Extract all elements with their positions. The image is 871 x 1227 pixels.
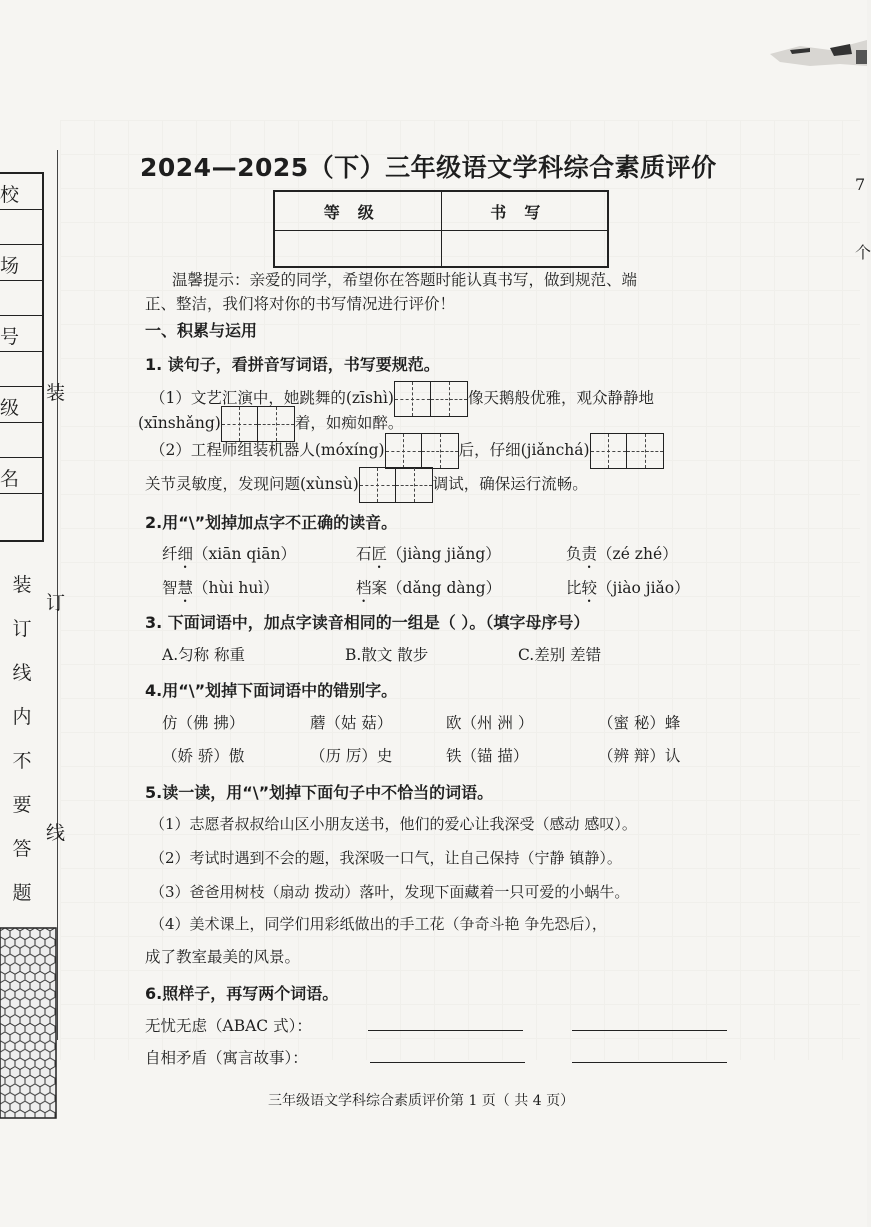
corner-scrap-image <box>770 40 867 80</box>
q5-sentence[interactable]: （4）美术课上，同学们用彩纸做出的手工花（争奇斗艳 争先恐后）， <box>150 915 607 933</box>
q4-item[interactable]: 仿（佛 拂） <box>162 714 245 732</box>
student-cell: 校 <box>0 174 42 210</box>
no-answer-warning: 装 订 线 内 不 要 答 题 <box>12 574 32 904</box>
q4-item[interactable]: （历 厉）史 <box>310 747 393 765</box>
student-cell: 级 <box>0 387 42 423</box>
q5-sentence[interactable]: （1）志愿者叔叔给山区小朋友送书，他们的爱心让我深受（感动 感叹）。 <box>150 815 637 833</box>
grade-cell[interactable] <box>274 231 441 268</box>
student-info-box <box>0 172 44 542</box>
answer-blank[interactable] <box>370 1062 525 1063</box>
page-title: 2024—2025（下）三年级语文学科综合素质评价 <box>140 153 717 182</box>
student-blank-cell[interactable] <box>0 352 42 388</box>
q2-item: 负责（zé zhé） <box>566 545 678 563</box>
student-cell: 号 <box>0 316 42 352</box>
q4-item[interactable]: （娇 骄）傲 <box>162 747 245 765</box>
q6-example-2: 自相矛盾（寓言故事）： <box>145 1049 308 1067</box>
notice-line-2: 正、整洁，我们将对你的书写情况进行评价！ <box>145 295 456 313</box>
q4-title: 4.用“\”划掉下面词语中的错别字。 <box>145 681 398 700</box>
student-blank-cell[interactable] <box>0 423 42 459</box>
q2-item: 纤细（xiān qiān） <box>162 545 296 563</box>
q4-item[interactable]: （蜜 秘）蜂 <box>598 714 681 732</box>
q6-title: 6.照样子，再写两个词语。 <box>145 984 339 1003</box>
q1-sentence-2: （2）工程师组装机器人(móxíng) 后，仔细(jiǎnchá) <box>150 432 664 469</box>
hex-pattern-decoration <box>0 928 56 1118</box>
q4-item[interactable]: 欧（州 洲 ） <box>446 714 534 732</box>
student-blank-cell[interactable] <box>0 494 42 529</box>
q2-item: 比较（jiào jiǎo） <box>566 579 690 597</box>
binding-char: 订 <box>46 592 66 614</box>
q4-item[interactable]: 蘑（姑 菇） <box>310 714 393 732</box>
q5-sentence[interactable]: （2）考试时遇到不会的题，我深吸一口气，让自己保持（宁静 镇静）。 <box>150 849 622 867</box>
q2-item: 智慧（hùi huì） <box>162 579 279 597</box>
q3-option-b[interactable]: B.散文 散步 <box>345 646 429 664</box>
answer-blank[interactable] <box>572 1062 727 1063</box>
q2-item: 档案（dǎng dàng） <box>356 579 502 597</box>
q5-sentence-cont: 成了教室最美的风景。 <box>145 948 301 966</box>
q3-option-c[interactable]: C.差别 差错 <box>518 646 602 664</box>
student-blank-cell[interactable] <box>0 281 42 317</box>
writing-header: 书写 <box>441 191 608 231</box>
q5-sentence[interactable]: （3）爸爸用树枝（扇动 拨动）落叶，发现下面藏着一只可爱的小蜗牛。 <box>150 883 630 901</box>
section-title: 一、积累与运用 <box>145 321 258 340</box>
q6-example-1: 无忧无虑（ABAC 式）： <box>145 1017 312 1035</box>
student-cell: 名 <box>0 458 42 494</box>
grade-header: 等级 <box>274 191 441 231</box>
q1-sentence-1-cont: (xīnshǎng) 着，如痴如醉。 <box>138 405 403 442</box>
writing-grid[interactable] <box>590 433 664 469</box>
q5-title: 5.读一读，用“\”划掉下面句子中不恰当的词语。 <box>145 783 494 802</box>
writing-grid[interactable] <box>394 381 468 417</box>
binding-char: 装 <box>46 382 66 404</box>
writing-grid[interactable] <box>359 467 433 503</box>
notice-line-1: 温馨提示：亲爱的同学，希望你在答题时能认真书写，做到规范、端 <box>172 271 638 289</box>
binding-char: 线 <box>46 822 66 844</box>
answer-blank[interactable] <box>368 1030 523 1031</box>
right-edge-char: 个 <box>855 243 871 262</box>
writing-cell[interactable] <box>441 231 608 268</box>
page-footer: 三年级语文学科综合素质评价第 1 页（ 共 4 页） <box>268 1093 575 1109</box>
q1-title: 1. 读句子，看拼音写词语，书写要规范。 <box>145 355 440 374</box>
q4-item[interactable]: （辨 辩）认 <box>598 747 681 765</box>
q2-title: 2.用“\”划掉加点字不正确的读音。 <box>145 513 398 532</box>
q2-item: 石匠（jiàng jiǎng） <box>356 545 501 563</box>
student-blank-cell[interactable] <box>0 210 42 246</box>
q4-item[interactable]: 铁（锚 描） <box>446 747 529 765</box>
answer-blank[interactable] <box>572 1030 727 1031</box>
q3-title: 3. 下面词语中，加点字读音相同的一组是（ ）。（填字母序号） <box>145 613 590 632</box>
q1-sentence-2-cont: 关节灵敏度，发现问题(xùnsù) 调试，确保运行流畅。 <box>145 466 588 503</box>
grade-table <box>273 190 609 268</box>
student-cell: 场 <box>0 245 42 281</box>
q3-option-a[interactable]: A.匀称 称重 <box>162 646 246 664</box>
right-edge-char: 7 <box>855 175 866 194</box>
q1-sentence-1: （1）文艺汇演中，她跳舞的(zīshì) 像天鹅般优雅，观众静静地 <box>150 380 654 417</box>
writing-grid[interactable] <box>385 433 459 469</box>
